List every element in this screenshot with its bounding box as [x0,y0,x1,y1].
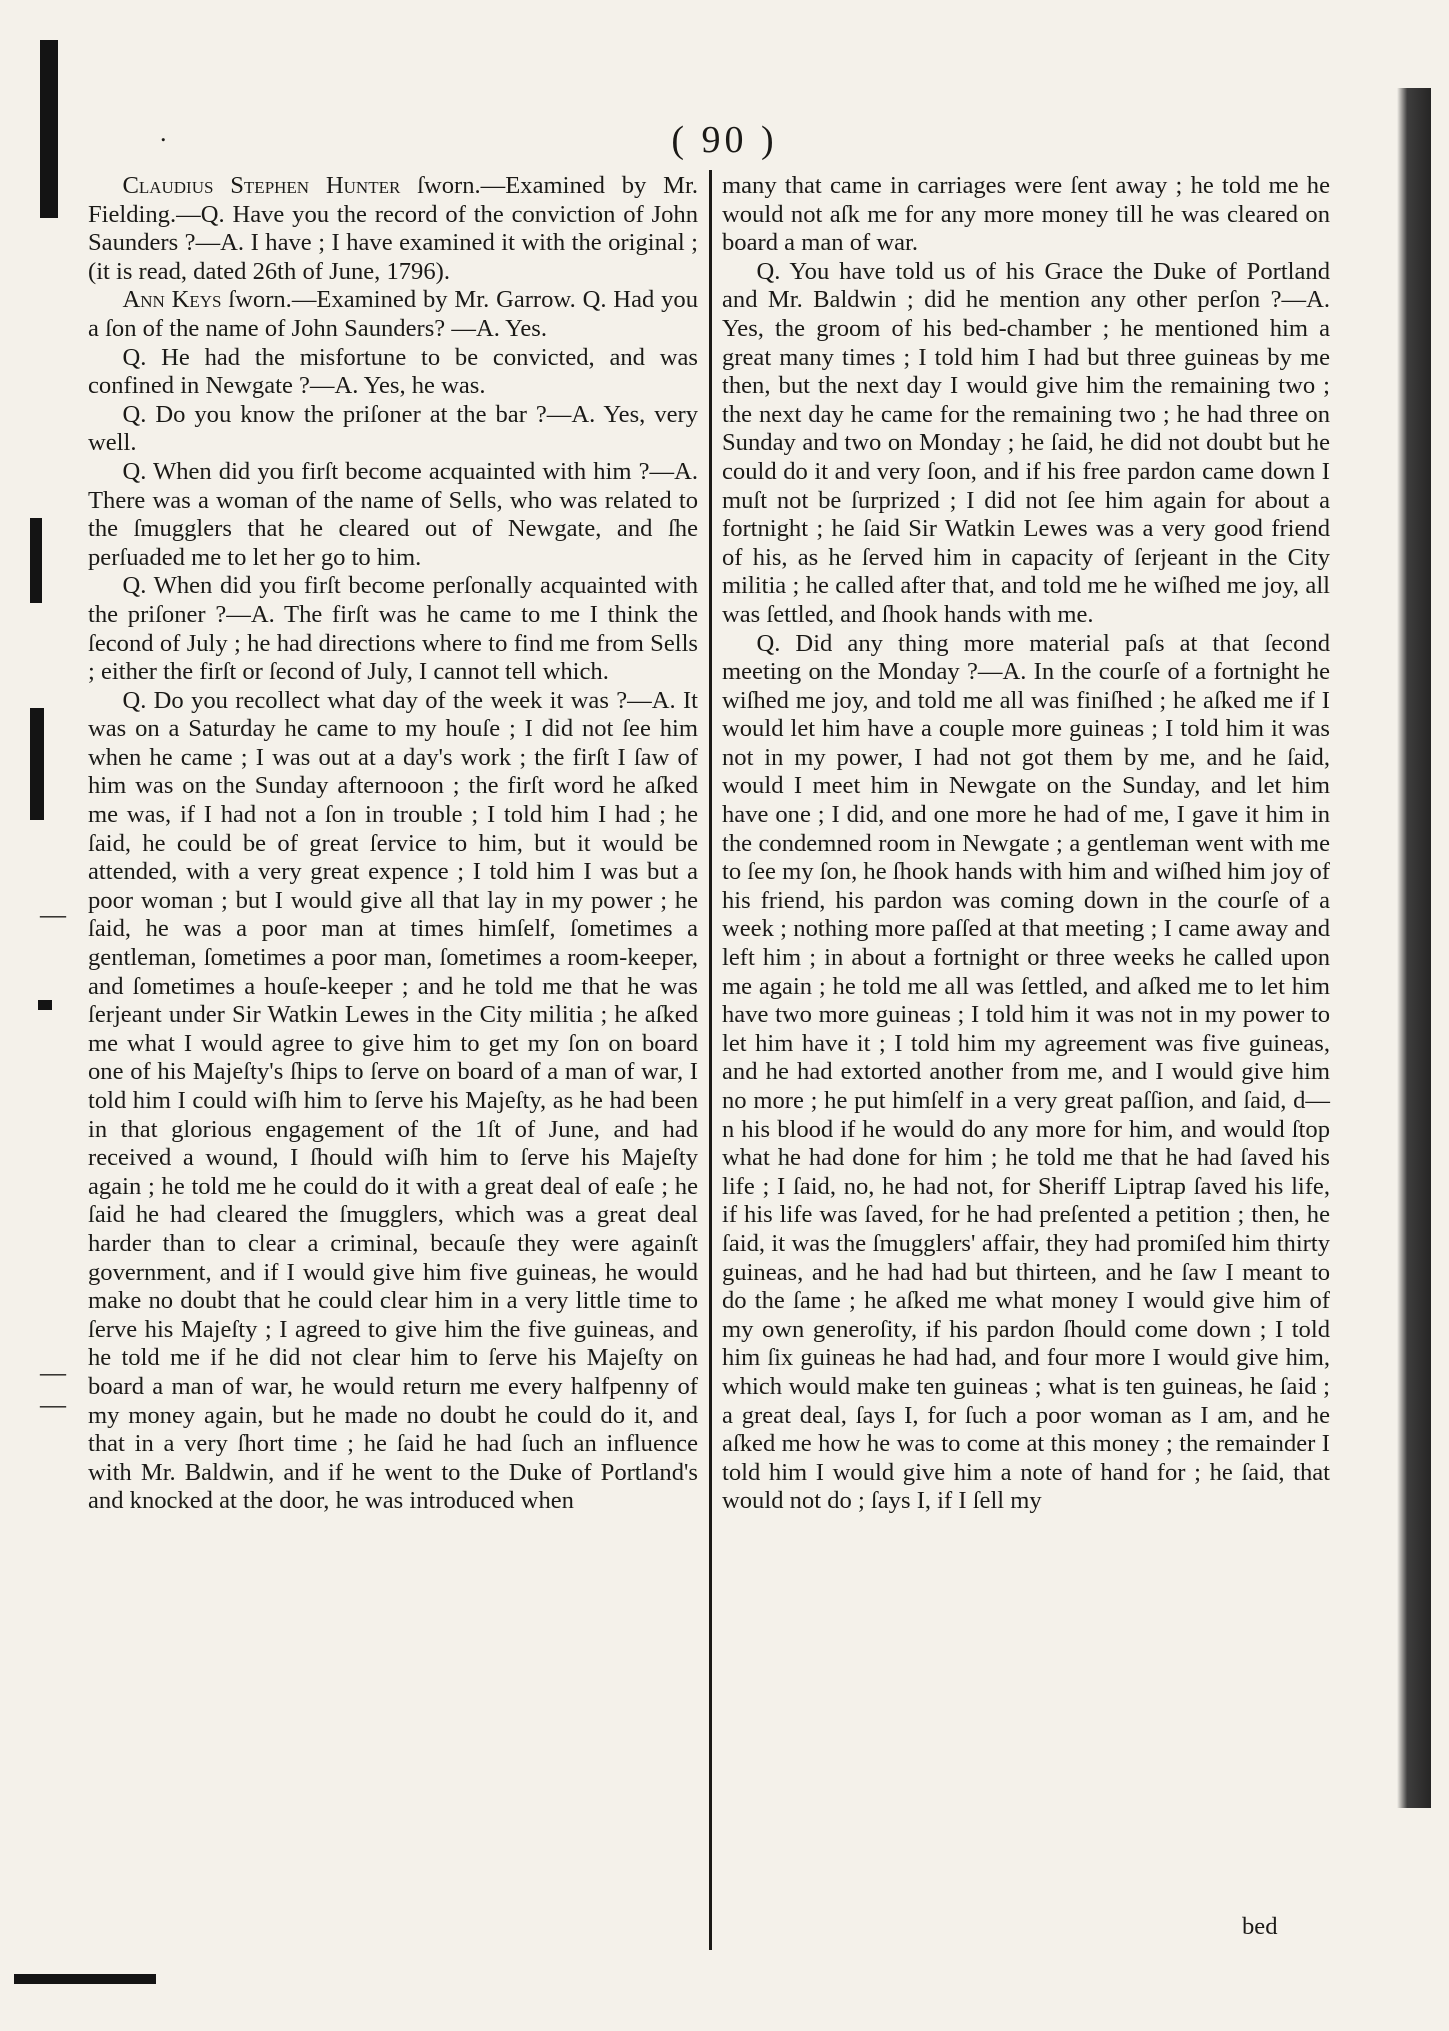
paragraph [88,401,698,458]
paragraph [88,172,698,286]
paragraph [722,630,1330,1516]
paragraph-text: Q. When did you firſt become perſonally acquainted with the priſoner ?—A. The firſt was he came to me I think the ſecond of July ; he had directions where to find me from Sells ; either the firſt or ſecond of July, I cannot tell which. [88,572,698,686]
paragraph-text: Q. Do you know the priſoner at the bar ?—A. Yes, very well. [88,400,698,457]
scan-edge-bar-bottom-left [14,1974,156,1984]
right-column [722,172,1330,1516]
margin-mark: — [40,1358,66,1387]
paragraph-text: many that came in carriages were ſent away ; he told me he would not aſk me for any more money till he was cleared on board a man of war. [722,172,1330,257]
margin-mark: — [40,900,66,929]
paragraph-text: Q. Do you recollect what day of the week it was ?—A. It was on a Saturday he came to my houſe ; I did not ſee him when he came ; I was out at a day's work ; the firſt I ſaw of him was on the Sunday afternooon ; the firſt word he aſked me was, if I had not a ſon in trouble ; I told him I had ; he ſaid, he could be of great ſervice to him, but it would be attended, with a very great expence ; I told him I was but a poor woman ; but I would give all that lay in my power ; he ſaid, he was a poor man at times himſelf, ſometimes a gentleman, ſometimes a poor man, ſometimes a room-keeper, and ſometimes a houſe-keeper ; and he told me that he was ſerjeant under Sir Watkin Lewes in the City militia ; he aſked me what I would agree to give him to get my ſon on board one of his Majeſty's ſhips to ſerve on board of a man of war, I told him I could wiſh him to ſerve his Majeſty, as he had been in that glorious engagement of the 1ſt of June, and had received a wound, I ſhould wiſh him to ſerve his Majeſty again ; he told me he could do it with a great deal of eaſe ; he ſaid he had cleared the ſmugglers, which was a great deal harder than to clear a criminal, becauſe they were againſt government, and if I would give him five guineas, he would make no doubt that he could clear him in a very little time to ſerve his Majeſty ; I agreed to give him the five guineas, and he told me if he did not clear him to ſerve his Majeſty on board a man of war, he would return me every halfpenny of my money again, but he made no doubt he could do it, and that in a very ſhort time ; he ſaid he had ſuch an influence with Mr. Baldwin, and if he went to the Duke of Portland's and knocked at the door, he was introduced when [88,686,698,1515]
paragraph [88,687,698,1516]
scan-edge-right [1397,88,1431,1808]
paragraph-text: ſworn.—Examined by Mr. Garrow. Q. Had you a ſon of the name of John Saunders? —A. Yes. [88,286,699,342]
paragraph [722,172,1330,258]
scan-edge-bar-left-1 [30,518,42,603]
paragraph [88,344,698,401]
paragraph [88,286,698,343]
page-number: ( 90 ) [671,119,778,161]
catchword: bed [1242,1913,1278,1940]
scan-edge-bar-left-3 [38,1000,52,1010]
left-column [88,172,698,1516]
paragraph-text: Q. You have told us of his Grace the Duke of Portland and Mr. Baldwin ; did he mention any other perſon ?—A. Yes, the groom of his bed-chamber ; he mentioned him a great many times ; I told him I had but three guineas by me then, but the next day I would give him the remaining two ; the next day he came for the remaining two ; he had three on Sunday and two on Monday ; he ſaid, he did not doubt but he could do it and very ſoon, and if his free pardon came down I muſt not be ſurprized ; I did not ſee him again for about a fortnight ; he ſaid Sir Watkin Lewes was a very good friend of his, as he ſerved him in capacity of ſerjeant in the City militia ; he called after that, and told me he wiſhed me joy, all was ſettled, and ſhook hands with me. [722,257,1330,628]
paragraph-text: Q. Did any thing more material paſs at that ſecond meeting on the Monday ?—A. In the courſe of a fortnight he wiſhed me joy, and told me all was finiſhed ; he aſked me if I would let him have a couple more guineas ; I told him it was not in my power, I had not got them by me, and he ſaid, would I meet him in Newgate on the Sunday, and let him have one ; I did, and one more he had of me, I gave it him in the condemned room in Newgate ; a gentleman went with me to ſee my ſon, he ſhook hands with him and wiſhed him joy of his friend, his pardon was coming down in the courſe of a week ; nothing more paſſed at that meeting ; I came away and left him ; in about a fortnight or three weeks he called upon me again ; he told me all was ſettled, and aſked me to let him have two more guineas ; I told him it was not in my power to let him have it ; I told him my agreement was five guineas, and he had extorted another from me, and I would give him no more ; he put himſelf in a very great paſſion, and ſaid, d—n his blood if he would do any more for him, and would ſtop what he had done for him ; he told me that he had ſaved his life ; I ſaid, no, he had not, for Sheriff Liptrap ſaved his life, if his life was ſaved, for he had preſented a petition ; then, he ſaid, it was the ſmugglers' affair, they had promiſed him thirty guineas, and he had had but thirteen, and he ſaw I meant to do the ſame ; he aſked me what money I would give him of my own generoſity, if his pardon ſhould come down ; I told him ſix guineas he had had, and four more I would give him, which would make ten guineas ; what is ten guineas, he ſaid ; a great deal, ſays I, for ſuch a poor woman as I am, and he aſked me how he was to come at this money ; the remainder I told him I would give him a note of hand for ; he ſaid, that would not do ; ſays I, if I ſell my [722,629,1330,1515]
speaker-name: Claudius Stephen Hunter [122,172,401,199]
paragraph [722,258,1330,630]
paragraph [88,572,698,686]
speaker-name: Ann Keys [122,286,222,314]
column-rule [709,170,712,1950]
paragraph-text: Q. He had the misfortune to be convicted, and was confined in Newgate ?—A. Yes, he was. [88,343,698,400]
margin-mark: — [40,1390,66,1419]
margin-mark: . [160,118,167,147]
paragraph-text: ſworn.—Examined by Mr. Fielding.—Q. Have you the record of the conviction of John Saunders ?—A. I have ; I have examined it with the original ; (it is read, dated 26th of June, 1796). [88,172,699,285]
scan-edge-bar-left-2 [30,708,44,820]
paragraph [88,458,698,572]
paragraph-text: Q. When did you firſt become acquainted with him ?—A. There was a woman of the name of Sells, who was related to the ſmugglers that he cleared out of Newgate, and ſhe perſuaded me to let her go to him. [88,457,698,571]
